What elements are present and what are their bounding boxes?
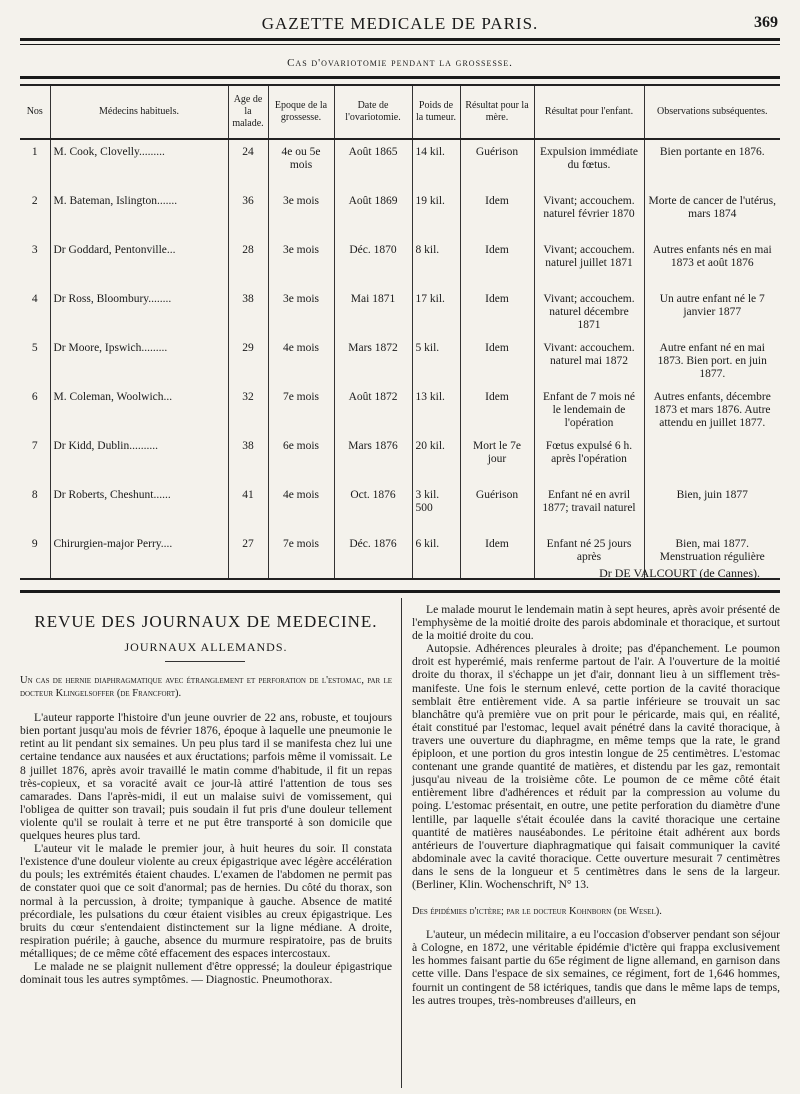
section-rule xyxy=(20,590,780,593)
table-cell-date: Mai 1871 xyxy=(334,287,412,336)
col-header: Age de la malade. xyxy=(228,85,268,139)
paragraph: Le malade mourut le lendemain matin à sept heures, après avoir présenté de l'emphysème de la moitié droite des parois abdominale et thoracique, et surtout de la moitié droite du cou. xyxy=(412,603,780,643)
table-row xyxy=(20,434,780,483)
col-header: Résultat pour la mère. xyxy=(460,85,534,139)
col-header: Nos xyxy=(20,85,50,139)
header-rule xyxy=(20,38,780,41)
table-cell-obs: Bien, mai 1877. Menstruation régulière xyxy=(644,532,780,579)
table-cell-epoque: 4e mois xyxy=(268,483,334,532)
table-cell-date: Mars 1872 xyxy=(334,336,412,385)
table-cell-obs: Bien, juin 1877 xyxy=(644,483,780,532)
table-cell-mere: Idem xyxy=(460,189,534,238)
col-header: Date de l'ovariotomie. xyxy=(334,85,412,139)
table-cell-enfant: Enfant de 7 mois né le lendemain de l'opération xyxy=(534,385,644,434)
table-cell-no: 4 xyxy=(31,293,38,305)
table-row xyxy=(20,238,780,287)
table-row xyxy=(20,189,780,238)
paragraph: Le malade ne se plaignit nullement d'être oppressé; la douleur épigastrique dominait tous les autres symptômes. — Diagnostic. Pneumothorax. xyxy=(20,959,392,987)
table-cell-poids: 13 kil. xyxy=(412,385,460,434)
table-cell-obs: Un autre enfant né le 7 janvier 1877 xyxy=(644,287,780,336)
table-cell-date: Déc. 1876 xyxy=(334,532,412,579)
table-cell-mere: Idem xyxy=(460,385,534,434)
table-cell-date: Mars 1876 xyxy=(334,434,412,483)
table-cell-age: 41 xyxy=(228,483,268,532)
journal-title: GAZETTE MEDICALE DE PARIS. xyxy=(261,14,539,33)
table-title: Cas d'ovariotomie pendant la grossesse. xyxy=(287,57,513,69)
table-cell-date: Oct. 1876 xyxy=(334,483,412,532)
table-cell-age: 24 xyxy=(228,139,268,189)
table-cell-date: Août 1872 xyxy=(334,385,412,434)
left-column xyxy=(20,674,392,986)
table-cell-medecin: Dr Moore, Ipswich......... xyxy=(50,336,228,385)
table-cell-mere: Mort le 7e jour xyxy=(460,434,534,483)
col-header: Résultat pour l'enfant. xyxy=(534,85,644,139)
article-title: Un cas de hernie diaphragmatique avec étranglement et perforation de l'estomac, par le docteur Klingelsoffer (de Francfort). xyxy=(20,675,392,700)
table-cell-age: 28 xyxy=(228,238,268,287)
table-cell-epoque: 4e mois xyxy=(268,336,334,385)
table-row xyxy=(20,287,780,336)
table-cell-mere: Idem xyxy=(460,532,534,579)
page-number: 369 xyxy=(754,14,778,31)
table-top-rule xyxy=(20,76,780,79)
table-header-row xyxy=(20,85,780,139)
table-cell-age: 32 xyxy=(228,385,268,434)
table-cell-epoque: 7e mois xyxy=(268,532,334,579)
table-row xyxy=(20,336,780,385)
table-row xyxy=(20,139,780,189)
table-cell-mere: Guérison xyxy=(460,139,534,189)
table-cell-medecin: M. Bateman, Islington....... xyxy=(50,189,228,238)
col-header: Médecins habituels. xyxy=(50,85,228,139)
table-cell-date: Août 1865 xyxy=(334,139,412,189)
table-cell-mere: Guérison xyxy=(460,483,534,532)
table-cell-age: 38 xyxy=(228,434,268,483)
header-rule-thin xyxy=(20,44,780,45)
table-cell-medecin: Dr Ross, Bloombury........ xyxy=(50,287,228,336)
table-cell-mere: Idem xyxy=(460,287,534,336)
table-cell-obs: Bien portante en 1876. xyxy=(644,139,780,189)
table-cell-no: 6 xyxy=(31,391,38,403)
paragraph: L'auteur vit le malade le premier jour, à huit heures du soir. Il constata l'existence d'une douleur violente au creux épigastrique avec légère accélération du pouls; les extrémités étaient chaudes. L'examen de l'abdomen ne permit pas de constater quoi que ce soit d'anormal; pas de hernies. Du côté du thorax, son normal à la percussion, à droite; tympanique à gauche. Absence de matité précordiale, les pulsations du cœur étaient visibles au creux épigastrique. Les bruits du cœur s'entendaient distinctement sur la ligne médiane. A droite, respiration puérile; à gauche, absence du murmure respiratoire, pas de bruits métalliques; de ce même côté effacement des espaces intercostaux. xyxy=(20,842,392,960)
col-header: Epoque de la grossesse. xyxy=(268,85,334,139)
table-cell-no: 5 xyxy=(31,342,38,354)
table-cell-epoque: 3e mois xyxy=(268,189,334,238)
table-cell-no: 1 xyxy=(31,146,38,158)
section-title: REVUE DES JOURNAUX DE MEDECINE. xyxy=(34,612,378,631)
table-cell-medecin: Chirurgien-major Perry.... xyxy=(50,532,228,579)
table-cell-medecin: M. Cook, Clovelly......... xyxy=(50,139,228,189)
table-cell-enfant: Vivant; accouchem. naturel décembre 1871 xyxy=(534,287,644,336)
table-cell-enfant: Vivant; accouchem. naturel février 1870 xyxy=(534,189,644,238)
table-cell-medecin: Dr Goddard, Pentonville... xyxy=(50,238,228,287)
paragraph: L'auteur rapporte l'histoire d'un jeune ouvrier de 22 ans, robuste, et toujours bien portant jusqu'au mois de février 1876, époque à laquelle une pneumonie le retint au lit pendant six semaines. Un peu plus tard il se manifesta chez lui une certaine tendance aux nausées et aux éructations; parfois même il vomissait. Le 8 juillet 1876, après avoir travaillé le matin comme d'habitude, il fit un repas très-copieux, et sa voracité avait ce jour-là attiré l'attention de tous ses camarades. Dans l'après-midi, il eut un malaise suivi de vomissement, qui l'obligea de quitter son travail; puis soudain il fut pris d'une douleur tellement violente qu'il se roulait à terre et ne put être transporté à son domicile que quelques heures plus tard. xyxy=(20,711,392,843)
page-header xyxy=(20,12,780,34)
table-row xyxy=(20,385,780,434)
table-cell-no: 2 xyxy=(31,195,38,207)
table-cell-obs: Morte de cancer de l'utérus, mars 1874 xyxy=(644,189,780,238)
table-cell-no: 3 xyxy=(31,244,38,256)
table-cell-poids: 5 kil. xyxy=(412,336,460,385)
section-subtitle: JOURNAUX ALLEMANDS. xyxy=(124,640,288,654)
table-cell-medecin: M. Coleman, Woolwich... xyxy=(50,385,228,434)
table-cell-poids: 6 kil. xyxy=(412,532,460,579)
table-cell-age: 38 xyxy=(228,287,268,336)
paragraph: Autopsie. Adhérences pleurales à droite; pas d'épanchement. Le poumon droit est hyperémié, mais renferme partout de l'air. A l'ouverture de la moitié droite du thorax, il s'échappe un jet d'air, donnant lieu à un sifflement très-manifeste. Une fois le sternum enlevé, cette portion de la cavité thoracique semblait être entièrement vide. A sa partie inférieure se trouvait un sac blanchâtre qu'à première vue on prit pour le péricarde, mais qui, en réalité, était constitué par l'estomac, lequel avait pénétré dans la cavité thoracique, à travers une ouverture du diaphragme, en même temps que la rate, le grand épiploon, et une portion du gros intestin longue de 25 centimètres. L'estomac contenant une grande quantité de matières, et distendu par les gaz, remontait jusqu'au niveau de la troisième côte. Le poumon de ce même côté était entièrement libre d'adhérences et réduit par la compression au volume du poing. L'estomac présentait, en outre, une petite perforation du diamètre d'une lentille, par laquelle s'était écoulée dans la cavité thoracique une certaine quantité de matières nauséabondes. Le péritoine était adhérent aux bords antérieurs de l'ouverture diaphragmatique qui faisait communiquer la cavité abdominale avec la cavité thoracique. Cette ouverture mesurait 7 centimètres dans le sens de la longueur et 5 centimètres dans le sens de la largeur. (Berliner, Klin. Wochenschrift, N° 13. xyxy=(412,642,780,891)
col-header: Observations subséquentes. xyxy=(644,85,780,139)
table-row xyxy=(20,483,780,532)
table-cell-enfant: Enfant né en avril 1877; travail naturel xyxy=(534,483,644,532)
table-cell-poids: 14 kil. xyxy=(412,139,460,189)
table-cell-poids: 8 kil. xyxy=(412,238,460,287)
table-cell-enfant: Enfant né 25 jours après xyxy=(534,532,644,579)
table-cell-medecin: Dr Kidd, Dublin.......... xyxy=(50,434,228,483)
article2-title: Des épidémies d'ictère; par le docteur Kohnborn (de Wesel). xyxy=(412,906,662,918)
table-cell-no: 7 xyxy=(31,440,38,452)
table-cell-date: Août 1869 xyxy=(334,189,412,238)
col-header: Poids de la tumeur. xyxy=(412,85,460,139)
table-cell-epoque: 3e mois xyxy=(268,287,334,336)
ovariotomy-table xyxy=(20,84,780,580)
table-cell-poids: 3 kil. 500 xyxy=(412,483,460,532)
table-cell-obs xyxy=(644,434,780,483)
column-divider xyxy=(401,598,402,1088)
table-cell-date: Déc. 1870 xyxy=(334,238,412,287)
table-cell-medecin: Dr Roberts, Cheshunt...... xyxy=(50,483,228,532)
table-cell-enfant: Vivant; accouchem. naturel juillet 1871 xyxy=(534,238,644,287)
table-cell-obs: Autres enfants nés en mai 1873 et août 1876 xyxy=(644,238,780,287)
table-cell-epoque: 7e mois xyxy=(268,385,334,434)
table-cell-no: 9 xyxy=(20,532,50,579)
paragraph: L'auteur, un médecin militaire, a eu l'occasion d'observer pendant son séjour à Cologne, en 1872, une véritable épidémie d'ictère qui frappa exclusivement les hommes faisant partie du 65e régiment de ligne allemand, en garnison dans cette ville. Dans l'espace de six semaines, ce régiment, fort de 1,646 hommes, fournit un contingent de 58 ictériques, tandis que dans le même laps de temps, les autres troupes, très-nombreuses d'ailleurs, en xyxy=(412,928,780,1007)
table-cell-age: 27 xyxy=(228,532,268,579)
table-cell-obs: Autres enfants, décembre 1873 et mars 1876. Autre attendu en juillet 1877. xyxy=(644,385,780,434)
table-cell-poids: 19 kil. xyxy=(412,189,460,238)
subtitle-rule xyxy=(165,661,245,662)
table-cell-age: 29 xyxy=(228,336,268,385)
table-cell-mere: Idem xyxy=(460,238,534,287)
right-column xyxy=(412,603,780,1007)
table-signature: Dr DE VALCOURT (de Cannes). xyxy=(599,566,760,580)
table-cell-enfant: Fœtus expulsé 6 h. après l'opération xyxy=(534,434,644,483)
table-cell-mere: Idem xyxy=(460,336,534,385)
table-cell-poids: 17 kil. xyxy=(412,287,460,336)
table-cell-enfant: Vivant: accouchem. naturel mai 1872 xyxy=(534,336,644,385)
table-cell-enfant: Expulsion immédiate du fœtus. xyxy=(534,139,644,189)
table-cell-epoque: 4e ou 5e mois xyxy=(268,139,334,189)
table-cell-age: 36 xyxy=(228,189,268,238)
table-cell-no: 8 xyxy=(31,489,38,501)
table-cell-epoque: 6e mois xyxy=(268,434,334,483)
table-cell-poids: 20 kil. xyxy=(412,434,460,483)
table-cell-obs: Autre enfant né en mai 1873. Bien port. en juin 1877. xyxy=(644,336,780,385)
table-cell-epoque: 3e mois xyxy=(268,238,334,287)
